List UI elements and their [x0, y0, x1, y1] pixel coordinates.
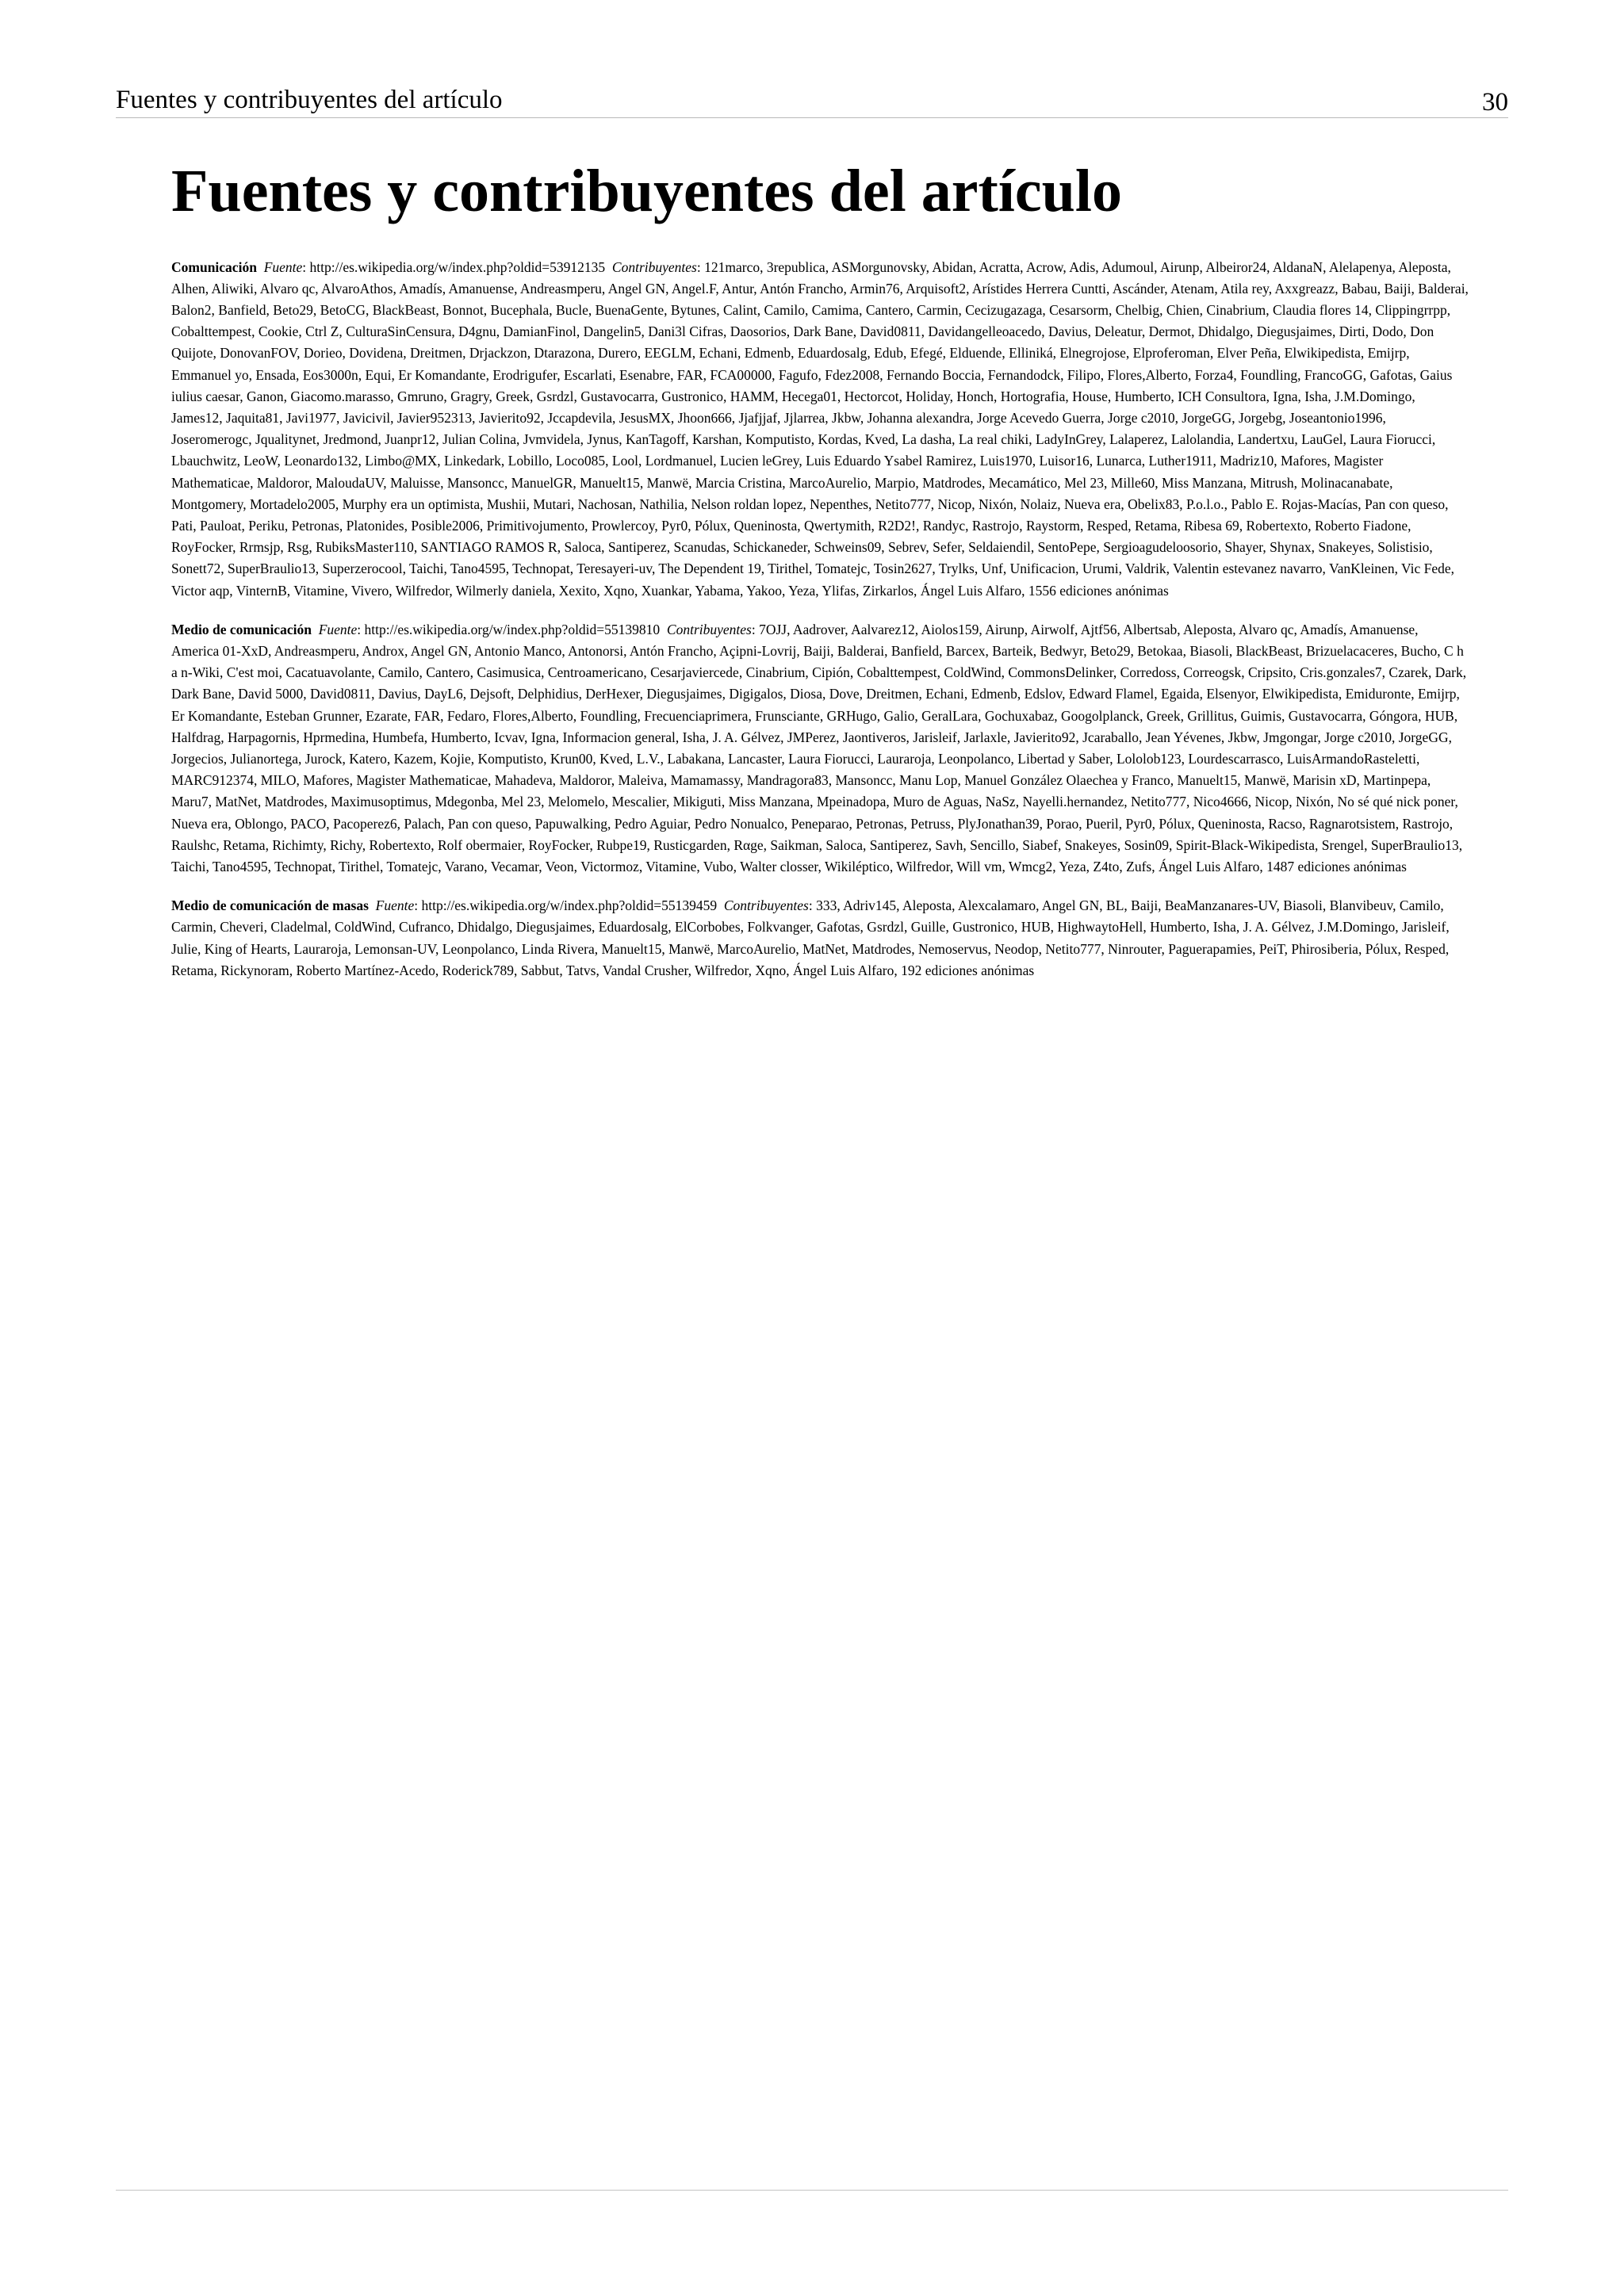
contributors-label: Contribuyentes: [611, 258, 697, 275]
page-number: 30: [1482, 88, 1508, 117]
entry-title: Medio de comunicación de masas: [171, 897, 369, 914]
contributors-label: Contribuyentes: [666, 621, 752, 637]
running-header-title: Fuentes y contribuyentes del artículo: [116, 86, 503, 114]
contributors-label: Contribuyentes: [723, 897, 809, 914]
source-url[interactable]: http://es.wikipedia.org/w/index.php?oldid=53912135: [309, 258, 606, 275]
entry-title: Comunicación: [171, 258, 257, 275]
contributors-list: 7OJJ, Aadrover, Aalvarez12, Aiolos159, Airunp, Airwolf, Ajtf56, Albertsab, Aleposta, Alvaro qc, Amadís, Amanuense, America 01-XxD, Andreasmperu, Androx, Angel GN, Antonio Manco, Antonorsi, Antón Francho, Açipni-Lovrij, Baiji, Balderai, Banfield, Barcex, Barteik, Bedwyr, Beto29, Betokaa, Biasoli, BlackBeast, Brizuelacaceres, Bucho, C h a n-Wiki, C'est moi, Cacatuavolante, Camilo, Cantero, Casimusica, Centroamericano, Cesarjaviercede, Cinabrium, Cipión, Cobalttempest, ColdWind, CommonsDelinker, Corredoss, Correogsk, Cripsito, Cris.gonzales7, Czarek, Dark, Dark Bane, David 5000, David0811, Davius, DayL6, Dejsoft, Delphidius, DerHexer, Diegusjaimes, Digigalos, Diosa, Dove, Dreitmen, Echani, Edmenb, Edslov, Edward Flamel, Egaida, Elsenyor, Elwikipedista, Emiduronte, Emijrp, Er Komandante, Esteban Grunner, Ezarate, FAR, Fedaro, Flores,Alberto, Foundling, Frecuenciaprimera, Frunsciante, GRHugo, Galio, GeralLara, Gochuxabaz, Googolplanck, Greek, Grillitus, Guimis, Gustavocarra, Góngora, HUB, Halfdrag, Harpagornis, Hprmedina, Humbefa, Humberto, Icvav, Igna, Informacion general, Isha, J. A. Gélvez, JMPerez, Jaontiveros, Jarisleif, Jarlaxle, Javierito92, Jcaraballo, Jean Yévenes, Jkbw, Jmgongar, Jorge c2010, JorgeGG, Jorgecios, Julianortega, Jurock, Katero, Kazem, Kojie, Komputisto, Krun00, Kved, L.V., Labakana, Lancaster, Laura Fiorucci, Lauraroja, Leonpolanco, Libertad y Saber, Lololob123, Lourdescarrasco, LuisArmandoRasteletti, MARC912374, MILO, Mafores, Magister Mathematicae, Mahadeva, Maldoror, Maleiva, Mamamassy, Mandragora83, Mansoncc, Manu Lop, Manuel González Olaechea y Franco, Manuelt15, Manwë, Marisin xD, Martinpepa, Maru7, MatNet, Matdrodes, Maximusoptimus, Mdegonba, Mel 23, Melomelo, Mescalier, Mikiguti, Miss Manzana, Mpeinadopa, Muro de Aguas, NaSz, Nayelli.hernandez, Netito777, Nico4666, Nicop, Nixón, No sé qué nick poner, Nueva era, Oblongo, PACO, Pacoperez6, Palach, Pan con queso, Papuwalking, Pedro Aguiar, Pedro Nonualco, Peneparao, Petronas, Petruss, PlyJonathan39, Porao, Pueril, Pyr0, Pólux, Queninosta, Racso, Ragnarotsistem, Rastrojo, Raulshc, Retama, Richimty, Richy, Robertexto, Rolf obermaier, RoyFocker, Rubpe19, Rusticgarden, Rαge, Saikman, Saloca, Santiperez, Savh, Sencillo, Siabef, Snakeyes, Sosin09, Spirit-Black-Wikipedista, Srengel, SuperBraulio13, Taichi, Tano4595, Technopat, Tirithel, Tomatejc, Varano, Vecamar, Veon, Victormoz, Vitamine, Vubo, Walter closser, Wikiléptico, Wilfredor, Will vm, Wmcg2, Yeza, Z4to, Zufs, Ángel Luis Alfaro, 1487 ediciones anónimas: [171, 621, 1467, 875]
article-entry: Comunicación Fuente: http://es.wikipedia.org/w/index.php?oldid=53912135 Contribuyentes: 121marco, 3republica, ASMorgunovsky, Abidan, Acratta, Acrow, Adis, Adumoul, Airunp, Albeiror24, AldanaN, Alelapenya, Aleposta, Alhen, Aliwiki, Alvaro qc, AlvaroAthos, Amadís, Amanuense, Andreasmperu, Angel GN, Angel.F, Antur, Antón Francho, Armin76, Arquisoft2, Arístides Herrera Cuntti, Ascánder, Atenam, Atila rey, Axxgreazz, Babau, Baiji, Balderai, Balon2, Banfield, Beto29, BetoCG, BlackBeast, Bonnot, Bucephala, Bucle, BuenaGente, Bytunes, Calint, Camilo, Camima, Cantero, Carmin, Cecizugazaga, Cesarsorm, Chelbig, Chien, Cinabrium, Claudia flores 14, Clippingrrpp, Cobalttempest, Cookie, Ctrl Z, CulturaSinCensura, D4gnu, DamianFinol, Dangelin5, Dani3l Cifras, Daosorios, Dark Bane, David0811, Davidangelleoacedo, Davius, Deleatur, Dermot, Dhidalgo, Diegusjaimes, Dirti, Dodo, Don Quijote, DonovanFOV, Dorieo, Dovidena, Dreitmen, Drjackzon, Dtarazona, Durero, EEGLM, Echani, Edmenb, Eduardosalg, Edub, Efegé, Elduende, Elliniká, Elnegrojose, Elproferoman, Elver Peña, Elwikipedista, Emijrp, Emmanuel yo, Ensada, Eos3000n, Equi, Er Komandante, Erodrigufer, Escarlati, Esenabre, FAR, FCA00000, Fagufo, Fdez2008, Fernando Boccia, Fernandodck, Filipo, Flores,Alberto, Forza4, Foundling, FrancoGG, Gafotas, Gaius iulius caesar, Ganon, Giacomo.marasso, Gmruno, Gragry, Greek, Gsrdzl, Gustavocarra, Gustronico, HAMM, Hecega01, Hectorcot, Holiday, Honch, Hortografia, House, Humberto, ICH Consultora, Igna, Isha, J.M.Domingo, James12, Jaquita81, Javi1977, Javicivil, Javier952313, Javierito92, Jccapdevila, JesusMX, Jhoon666, Jjafjjaf, Jjlarrea, Jkbw, Johanna alexandra, Jorge Acevedo Guerra, Jorge c2010, JorgeGG, Jorgebg, Joseantonio1996, Joseromerogc, Jqualitynet, Jredmond, Juanpr12, Julian Colina, Jvmvidela, Jynus, KanTagoff, Karshan, Komputisto, Kordas, Kved, La dasha, La real chiki, LadyInGrey, Lalaperez, Lalolandia, Landertxu, LauGel, Laura Fiorucci, Lbauchwitz, LeoW, Leonardo132, Limbo@MX, Linkedark, Lobillo, Loco085, Lool, Lordmanuel, Lucien leGrey, Luis Eduardo Ysabel Ramirez, Luis1970, Luisor16, Lunarca, Luther1911, Madriz10, Mafores, Magister Mathematicae, Maldoror, MaloudaUV, Maluisse, Mansoncc, ManuelGR, Manuelt15, Manwë, Marcia Cristina, MarcoAurelio, Marpio, Matdrodes, Mecamático, Mel 23, Mille60, Miss Manzana, Mitrush, Molinacanabate, Montgomery, Mortadelo2005, Murphy era un optimista, Mushii, Mutari, Nachosan, Nathilia, Nelson roldan lopez, Nepenthes, Netito777, Nicop, Nixón, Nolaiz, Nueva era, Obelix83, P.o.l.o., Pablo E. Rojas-Macías, Pan con queso, Pati, Pauloat, Periku, Petronas, Platonides, Posible2006, Primitivojumento, Prowlercoy, Pyr0, Pólux, Queninosta, Qwertymith, R2D2!, Randyc, Rastrojo, Raystorm, Resped, Retama, Ribesa 69, Robertexto, Roberto Fiadone, RoyFocker, Rrmsjp, Rsg, RubiksMaster110, SANTIAGO RAMOS R, Saloca, Santiperez, Scanudas, Schickaneder, Schweins09, Sebrev, Sefer, Seldaiendil, SentoPepe, Sergioagudeloosorio, Shayer, Shynax, Snakeyes, Solistisio, Sonett72, SuperBraulio13, Superzerocool, Taichi, Tano4595, Technopat, Teresayeri-uv, The Dependent 19, Tirithel, Tomatejc, Tosin2627, Trylks, Unf, Unificacion, Urumi, Valdrik, Valentin estevanez navarro, VanKleinen, Vic Fede, Victor aqp, VinternB, Vitamine, Vivero, Wilfredor, Wilmerly daniela, Xexito, Xqno, Xuankar, Yabama, Yakoo, Yeza, Ylifas, Zirkarlos, Ángel Luis Alfaro, 1556 ediciones anónimas: [171, 258, 1469, 599]
contributors-list: 121marco, 3republica, ASMorgunovsky, Abidan, Acratta, Acrow, Adis, Adumoul, Airunp, Albeiror24, AldanaN, Alelapenya, Aleposta, Alhen, Aliwiki, Alvaro qc, AlvaroAthos, Amadís, Amanuense, Andreasmperu, Angel GN, Angel.F, Antur, Antón Francho, Armin76, Arquisoft2, Arístides Herrera Cuntti, Ascánder, Atenam, Atila rey, Axxgreazz, Babau, Baiji, Balderai, Balon2, Banfield, Beto29, BetoCG, BlackBeast, Bonnot, Bucephala, Bucle, BuenaGente, Bytunes, Calint, Camilo, Camima, Cantero, Carmin, Cecizugazaga, Cesarsorm, Chelbig, Chien, Cinabrium, Claudia flores 14, Clippingrrpp, Cobalttempest, Cookie, Ctrl Z, CulturaSinCensura, D4gnu, DamianFinol, Dangelin5, Dani3l Cifras, Daosorios, Dark Bane, David0811, Davidangelleoacedo, Davius, Deleatur, Dermot, Dhidalgo, Diegusjaimes, Dirti, Dodo, Don Quijote, DonovanFOV, Dorieo, Dovidena, Dreitmen, Drjackzon, Dtarazona, Durero, EEGLM, Echani, Edmenb, Eduardosalg, Edub, Efegé, Elduende, Elliniká, Elnegrojose, Elproferoman, Elver Peña, Elwikipedista, Emijrp, Emmanuel yo, Ensada, Eos3000n, Equi, Er Komandante, Erodrigufer, Escarlati, Esenabre, FAR, FCA00000, Fagufo, Fdez2008, Fernando Boccia, Fernandodck, Filipo, Flores,Alberto, Forza4, Foundling, FrancoGG, Gafotas, Gaius iulius caesar, Ganon, Giacomo.marasso, Gmruno, Gragry, Greek, Gsrdzl, Gustavocarra, Gustronico, HAMM, Hecega01, Hectorcot, Holiday, Honch, Hortografia, House, Humberto, ICH Consultora, Igna, Isha, J.M.Domingo, James12, Jaquita81, Javi1977, Javicivil, Javier952313, Javierito92, Jccapdevila, JesusMX, Jhoon666, Jjafjjaf, Jjlarrea, Jkbw, Johanna alexandra, Jorge Acevedo Guerra, Jorge c2010, JorgeGG, Jorgebg, Joseantonio1996, Joseromerogc, Jqualitynet, Jredmond, Juanpr12, Julian Colina, Jvmvidela, Jynus, KanTagoff, Karshan, Komputisto, Kordas, Kved, La dasha, La real chiki, LadyInGrey, Lalaperez, Lalolandia, Landertxu, LauGel, Laura Fiorucci, Lbauchwitz, LeoW, Leonardo132, Limbo@MX, Linkedark, Lobillo, Loco085, Lool, Lordmanuel, Lucien leGrey, Luis Eduardo Ysabel Ramirez, Luis1970, Luisor16, Lunarca, Luther1911, Madriz10, Mafores, Magister Mathematicae, Maldoror, MaloudaUV, Maluisse, Mansoncc, ManuelGR, Manuelt15, Manwë, Marcia Cristina, MarcoAurelio, Marpio, Matdrodes, Mecamático, Mel 23, Mille60, Miss Manzana, Mitrush, Molinacanabate, Montgomery, Mortadelo2005, Murphy era un optimista, Mushii, Mutari, Nachosan, Nathilia, Nelson roldan lopez, Nepenthes, Netito777, Nicop, Nixón, Nolaiz, Nueva era, Obelix83, P.o.l.o., Pablo E. Rojas-Macías, Pan con queso, Pati, Pauloat, Periku, Petronas, Platonides, Posible2006, Primitivojumento, Prowlercoy, Pyr0, Pólux, Queninosta, Qwertymith, R2D2!, Randyc, Rastrojo, Raystorm, Resped, Retama, Ribesa 69, Robertexto, Roberto Fiadone, RoyFocker, Rrmsjp, Rsg, RubiksMaster110, SANTIAGO RAMOS R, Saloca, Santiperez, Scanudas, Schickaneder, Schweins09, Sebrev, Sefer, Seldaiendil, SentoPepe, Sergioagudeloosorio, Shayer, Shynax, Snakeyes, Solistisio, Sonett72, SuperBraulio13, Superzerocool, Taichi, Tano4595, Technopat, Teresayeri-uv, The Dependent 19, Tirithel, Tomatejc, Tosin2627, Trylks, Unf, Unificacion, Urumi, Valdrik, Valentin estevanez navarro, VanKleinen, Vic Fede, Victor aqp, VinternB, Vitamine, Vivero, Wilfredor, Wilmerly daniela, Xexito, Xqno, Xuankar, Yabama, Yakoo, Yeza, Ylifas, Zirkarlos, Ángel Luis Alfaro, 1556 ediciones anónimas: [171, 258, 1469, 599]
article-entry: Medio de comunicación de masas Fuente: http://es.wikipedia.org/w/index.php?oldid=55139459 Contribuyentes: 333, Adriv145, Aleposta, Alexcalamaro, Angel GN, BL, Baiji, BeaManzanares-UV, Biasoli, Blanvibeuv, Camilo, Carmin, Cheveri, Cladelmal, ColdWind, Cufranco, Dhidalgo, Diegusjaimes, Eduardosalg, ElCorbobes, Folkvanger, Gafotas, Gsrdzl, Guille, Gustronico, HUB, HighwaytoHell, Humberto, Isha, J. A. Gélvez, J.M.Domingo, Jarisleif, Julie, King of Hearts, Lauraroja, Lemonsan-UV, Leonpolanco, Linda Rivera, Manuelt15, Manwë, MarcoAurelio, MatNet, Matdrodes, Nemoservus, Neodop, Netito777, Ninrouter, Paguerapamies, PeiT, Phirosiberia, Pólux, Resped, Retama, Rickynoram, Roberto Martínez-Acedo, Roderick789, Sabbut, Tatvs, Vandal Crusher, Wilfredor, Xqno, Ángel Luis Alfaro, 192 ediciones anónimas: [171, 897, 1450, 978]
source-url[interactable]: http://es.wikipedia.org/w/index.php?oldid=55139810: [364, 621, 661, 637]
source-label: Fuente: [263, 258, 303, 275]
source-label: Fuente: [318, 621, 358, 637]
source-label: Fuente: [375, 897, 415, 914]
source-url[interactable]: http://es.wikipedia.org/w/index.php?oldid=55139459: [421, 897, 718, 914]
entry-title: Medio de comunicación: [171, 621, 312, 637]
running-header: [116, 78, 1508, 118]
main-content: [171, 159, 1469, 999]
contributors-list: 333, Adriv145, Aleposta, Alexcalamaro, Angel GN, BL, Baiji, BeaManzanares-UV, Biasoli, Blanvibeuv, Camilo, Carmin, Cheveri, Cladelmal, ColdWind, Cufranco, Dhidalgo, Diegusjaimes, Eduardosalg, ElCorbobes, Folkvanger, Gafotas, Gsrdzl, Guille, Gustronico, HUB, HighwaytoHell, Humberto, Isha, J. A. Gélvez, J.M.Domingo, Jarisleif, Julie, King of Hearts, Lauraroja, Lemonsan-UV, Leonpolanco, Linda Rivera, Manuelt15, Manwë, MarcoAurelio, MatNet, Matdrodes, Nemoservus, Neodop, Netito777, Ninrouter, Paguerapamies, PeiT, Phirosiberia, Pólux, Resped, Retama, Rickynoram, Roberto Martínez-Acedo, Roderick789, Sabbut, Tatvs, Vandal Crusher, Wilfredor, Xqno, Ángel Luis Alfaro, 192 ediciones anónimas: [171, 897, 1450, 978]
article-entry: Medio de comunicación Fuente: http://es.wikipedia.org/w/index.php?oldid=55139810 Contribuyentes: 7OJJ, Aadrover, Aalvarez12, Aiolos159, Airunp, Airwolf, Ajtf56, Albertsab, Aleposta, Alvaro qc, Amadís, Amanuense, America 01-XxD, Andreasmperu, Androx, Angel GN, Antonio Manco, Antonorsi, Antón Francho, Açipni-Lovrij, Baiji, Balderai, Banfield, Barcex, Barteik, Bedwyr, Beto29, Betokaa, Biasoli, BlackBeast, Brizuelacaceres, Bucho, C h a n-Wiki, C'est moi, Cacatuavolante, Camilo, Cantero, Casimusica, Centroamericano, Cesarjaviercede, Cinabrium, Cipión, Cobalttempest, ColdWind, CommonsDelinker, Corredoss, Correogsk, Cripsito, Cris.gonzales7, Czarek, Dark, Dark Bane, David 5000, David0811, Davius, DayL6, Dejsoft, Delphidius, DerHexer, Diegusjaimes, Digigalos, Diosa, Dove, Dreitmen, Echani, Edmenb, Edslov, Edward Flamel, Egaida, Elsenyor, Elwikipedista, Emiduronte, Emijrp, Er Komandante, Esteban Grunner, Ezarate, FAR, Fedaro, Flores,Alberto, Foundling, Frecuenciaprimera, Frunsciante, GRHugo, Galio, GeralLara, Gochuxabaz, Googolplanck, Greek, Grillitus, Guimis, Gustavocarra, Góngora, HUB, Halfdrag, Harpagornis, Hprmedina, Humbefa, Humberto, Icvav, Igna, Informacion general, Isha, J. A. Gélvez, JMPerez, Jaontiveros, Jarisleif, Jarlaxle, Javierito92, Jcaraballo, Jean Yévenes, Jkbw, Jmgongar, Jorge c2010, JorgeGG, Jorgecios, Julianortega, Jurock, Katero, Kazem, Kojie, Komputisto, Krun00, Kved, L.V., Labakana, Lancaster, Laura Fiorucci, Lauraroja, Leonpolanco, Libertad y Saber, Lololob123, Lourdescarrasco, LuisArmandoRasteletti, MARC912374, MILO, Mafores, Magister Mathematicae, Mahadeva, Maldoror, Maleiva, Mamamassy, Mandragora83, Mansoncc, Manu Lop, Manuel González Olaechea y Franco, Manuelt15, Manwë, Marisin xD, Martinpepa, Maru7, MatNet, Matdrodes, Maximusoptimus, Mdegonba, Mel 23, Melomelo, Mescalier, Mikiguti, Miss Manzana, Mpeinadopa, Muro de Aguas, NaSz, Nayelli.hernandez, Netito777, Nico4666, Nicop, Nixón, No sé qué nick poner, Nueva era, Oblongo, PACO, Pacoperez6, Palach, Pan con queso, Papuwalking, Pedro Aguiar, Pedro Nonualco, Peneparao, Petronas, Petruss, PlyJonathan39, Porao, Pueril, Pyr0, Pólux, Queninosta, Racso, Ragnarotsistem, Rastrojo, Raulshc, Retama, Richimty, Richy, Robertexto, Rolf obermaier, RoyFocker, Rubpe19, Rusticgarden, Rαge, Saikman, Saloca, Santiperez, Savh, Sencillo, Siabef, Snakeyes, Sosin09, Spirit-Black-Wikipedista, Srengel, SuperBraulio13, Taichi, Tano4595, Technopat, Tirithel, Tomatejc, Varano, Vecamar, Veon, Victormoz, Vitamine, Vubo, Walter closser, Wikiléptico, Wilfredor, Will vm, Wmcg2, Yeza, Z4to, Zufs, Ángel Luis Alfaro, 1487 ediciones anónimas: [171, 621, 1467, 875]
page-title: Fuentes y contribuyentes del artículo: [171, 158, 1123, 224]
footer-rule: [116, 2190, 1508, 2191]
